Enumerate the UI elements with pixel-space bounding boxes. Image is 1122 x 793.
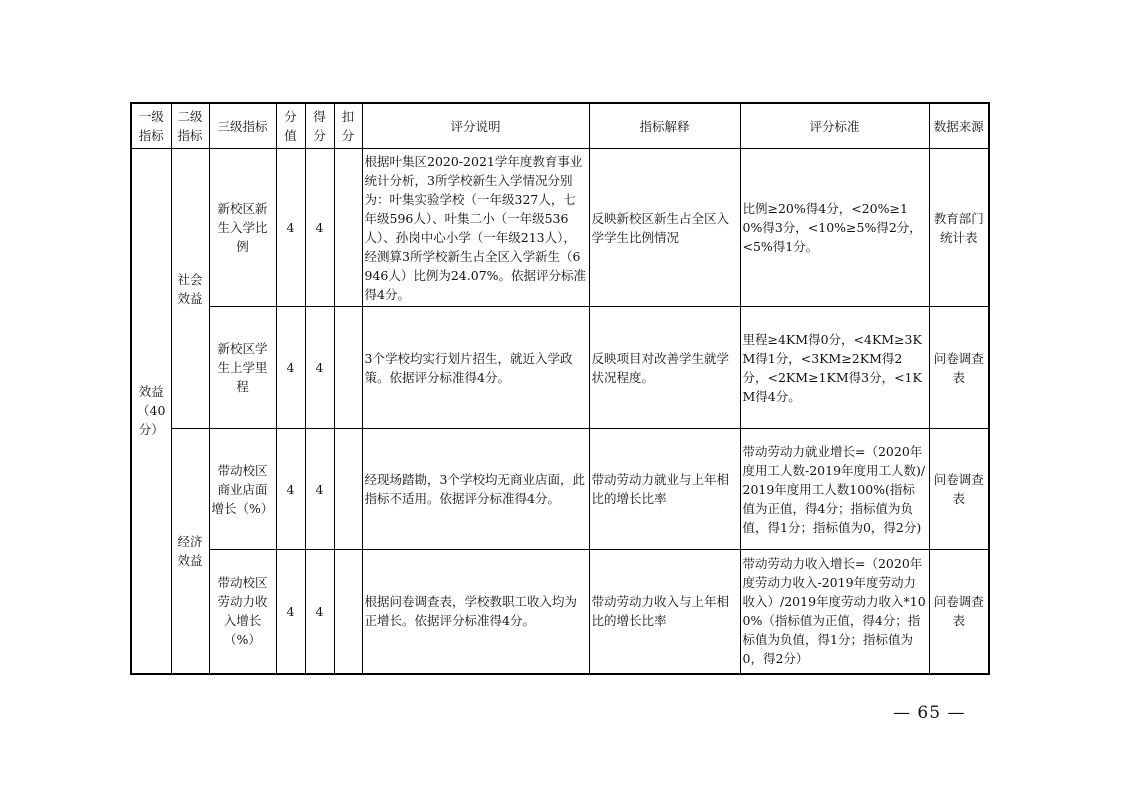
deduct-cell [334,307,362,429]
got-cell: 4 [305,550,334,674]
meaning-cell: 带动劳动力就业与上年相比的增长比率 [589,429,740,550]
explain-cell: 根据叶集区2020-2021学年度教育事业统计分析，3所学校新生入学情况分别为：叶集实验学校（一年级327人，七年级596人）、叶集二小（一年级536人）、孙岗中心小学（一年级213人），经测算3所学校新生占全区入学新生（6946人）比例为24.07%。依据评分标准得4分。 [362,149,589,307]
header-level1: 一级指标 [131,103,171,149]
explain-cell: 3个学校均实行划片招生，就近入学政策。依据评分标准得4分。 [362,307,589,429]
source-cell: 教育部门统计表 [929,149,989,307]
score-cell: 4 [276,550,305,674]
header-row [131,103,989,149]
got-cell: 4 [305,149,334,307]
table-row [131,429,989,550]
level1-cell: 效益（40分） [131,149,171,674]
meaning-cell: 带动劳动力收入与上年相比的增长比率 [589,550,740,674]
standard-cell: 带动劳动力就业增长=（2020年度用工人数-2019年度用工人数)/2019年度用工人数100%(指标值为正值，得4分；指标值为负值，得1分；指标值为0，得2分) [740,429,929,550]
header-level2: 二级指标 [171,103,209,149]
standard-cell: 带动劳动力收入增长=（2020年度劳动力收入-2019年度劳动力收入）/2019年度劳动力收入*100%（指标值为正值，得4分；指标值为负值，得1分；指标值为0，得2分） [740,550,929,674]
explain-cell: 经现场踏勘，3个学校均无商业店面，此指标不适用。依据评分标准得4分。 [362,429,589,550]
header-got: 得分 [305,103,334,149]
page-number: — 65 — [893,703,966,723]
got-cell: 4 [305,307,334,429]
source-cell: 问卷调查表 [929,429,989,550]
level3-cell: 带动校区商业店面增长（%） [209,429,276,550]
score-cell: 4 [276,307,305,429]
header-deduct: 扣分 [334,103,362,149]
standard-cell: 比例≥20%得4分，<20%≥10%得3分，<10%≥5%得2分，<5%得1分。 [740,149,929,307]
score-cell: 4 [276,149,305,307]
standard-cell: 里程≥4KM得0分，<4KM≥3KM得1分，<3KM≥2KM得2分，<2KM≥1KM得3分，<1KM得4分。 [740,307,929,429]
source-cell: 问卷调查表 [929,307,989,429]
meaning-cell: 反映新校区新生占全区入学学生比例情况 [589,149,740,307]
level3-cell: 新校区新生入学比例 [209,149,276,307]
header-level3: 三级指标 [209,103,276,149]
header-meaning: 指标解释 [589,103,740,149]
source-cell: 问卷调查表 [929,550,989,674]
header-source: 数据来源 [929,103,989,149]
level2-cell-economic: 经济效益 [171,429,209,674]
deduct-cell [334,149,362,307]
explain-cell: 根据问卷调查表，学校教职工收入均为正增长。依据评分标准得4分。 [362,550,589,674]
header-explain: 评分说明 [362,103,589,149]
level2-cell-social: 社会效益 [171,149,209,429]
header-standard: 评分标准 [740,103,929,149]
got-cell: 4 [305,429,334,550]
level3-cell: 带动校区劳动力收入增长（%） [209,550,276,674]
table-row [131,149,989,307]
table-row [131,307,989,429]
level3-cell: 新校区学生上学里程 [209,307,276,429]
score-cell: 4 [276,429,305,550]
deduct-cell [334,429,362,550]
meaning-cell: 反映项目对改善学生就学状况程度。 [589,307,740,429]
table-row [131,550,989,674]
header-score: 分值 [276,103,305,149]
deduct-cell [334,550,362,674]
evaluation-table [130,102,990,675]
